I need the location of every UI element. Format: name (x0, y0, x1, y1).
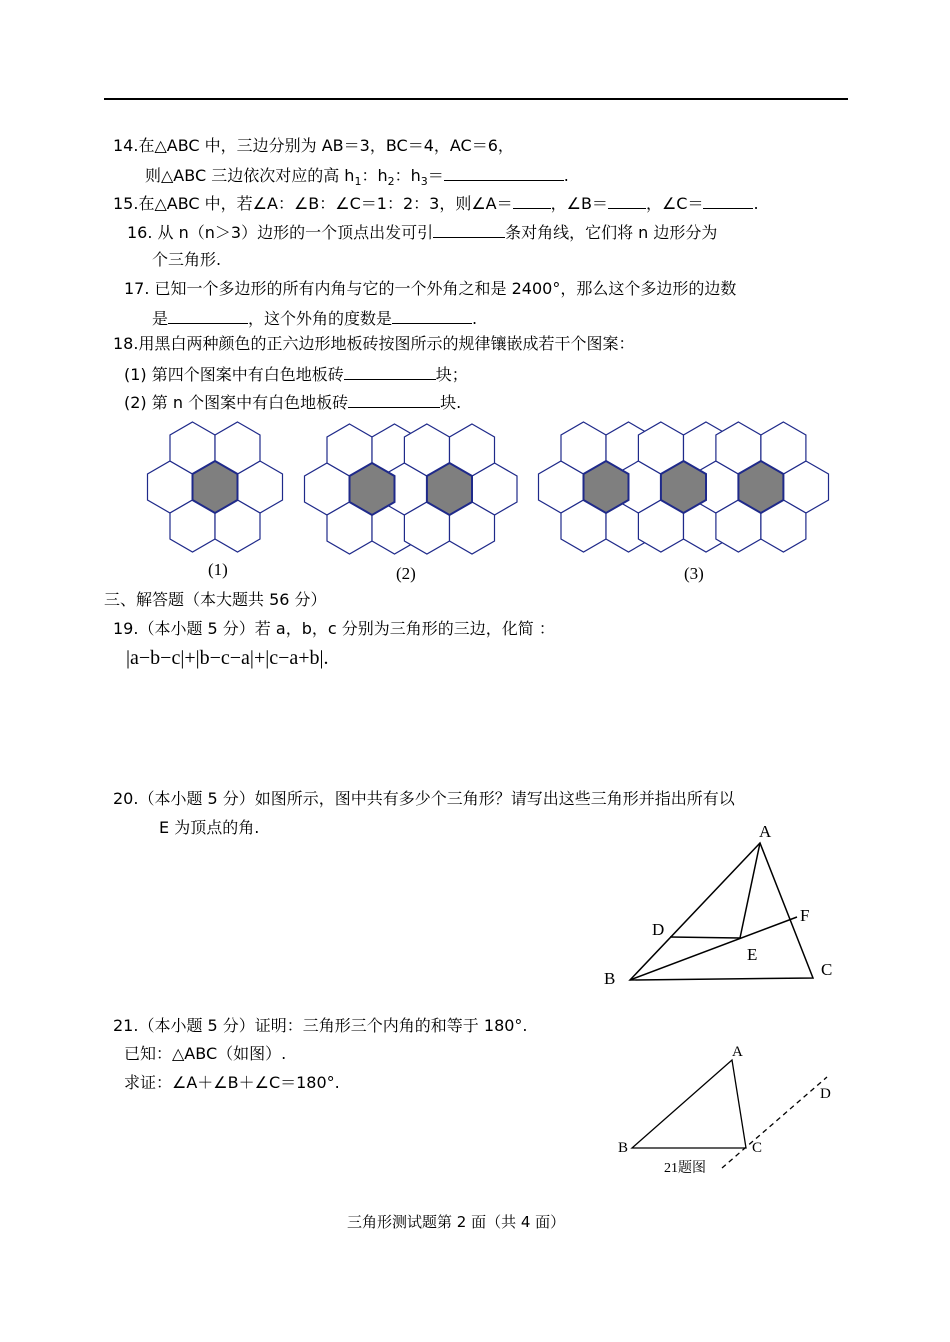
q14-line1: 14.在△ABC 中，三边分别为 AB＝3，BC＝4，AC＝6， (113, 136, 514, 155)
q20-triangle-figure (590, 815, 850, 990)
q14-line2 (145, 164, 569, 192)
q16-line1 (127, 221, 717, 243)
q15-text-b: ，∠B＝ (550, 194, 608, 213)
q15-line (113, 192, 759, 214)
q15-text-d: . (753, 194, 759, 213)
q20-line1: 20.（本小题 5 分）如图所示，图中共有多少个三角形？请写出这些三角形并指出所有以 (113, 789, 735, 808)
q17-line1: 17. 已知一个多边形的所有内角与它的一个外角之和是 2400°，那么这个多边形的边数 (124, 279, 737, 298)
q21-label-b: B (618, 1140, 629, 1156)
q19-period: . (323, 647, 329, 669)
q18-blank-1[interactable] (344, 363, 436, 380)
q19-expression (126, 645, 329, 671)
q21-dashed-line-cd (722, 1077, 827, 1168)
q20-label-b: B (604, 969, 616, 988)
q18-part2-text: (2) 第 n 个图案中有白色地板砖 (124, 393, 349, 412)
q20-label-c: C (821, 960, 833, 979)
q19-abs-3: |c−a+b| (265, 647, 324, 669)
q14-sub3: 3 (420, 175, 428, 189)
q16-text-b: 条对角线，它们将 n 边形分为 (505, 223, 718, 242)
q14-sub2: 2 (387, 175, 395, 189)
q14-text-b: ：h (361, 166, 388, 185)
q20-label-e: E (747, 945, 758, 964)
q15-text-a: 15.在△ABC 中，若∠A：∠B：∠C＝1：2：3，则∠A＝ (113, 194, 513, 213)
q20-outer-triangle (630, 843, 813, 980)
q15-blank-c[interactable] (703, 192, 753, 209)
q18-part1-end: 块； (435, 365, 468, 384)
q21-given: 已知：△ABC（如图）. (124, 1044, 287, 1063)
q14-text-c: ：h (394, 166, 421, 185)
hex-caption-2: (2) (396, 564, 416, 583)
q14-text-d: ＝ (427, 166, 444, 185)
q21-label-a: A (732, 1044, 743, 1060)
q15-text-c: ，∠C＝ (645, 194, 704, 213)
q17-text-b: ，这个外角的度数是 (248, 309, 393, 328)
hex-caption-3: (3) (684, 564, 704, 583)
q21-triangle (632, 1060, 746, 1148)
q14-end: . (563, 166, 569, 185)
q18-part2-end: 块. (440, 393, 462, 412)
q15-blank-b[interactable] (608, 192, 646, 209)
q15-blank-a[interactable] (513, 192, 551, 209)
q19-plus-2: + (253, 647, 266, 669)
q20-label-f: F (800, 906, 810, 925)
q20-segment-ae (740, 843, 760, 938)
q21-triangle-figure (600, 1040, 850, 1175)
q19-abs-2: |b−c−a| (195, 647, 254, 669)
q17-blank-a[interactable] (168, 307, 248, 324)
q21-label-c: C (752, 1140, 763, 1156)
q18-part2 (124, 391, 461, 413)
q21-line1: 21.（本小题 5 分）证明：三角形三个内角的和等于 180°. (113, 1016, 528, 1035)
hex-caption-1: (1) (208, 560, 228, 579)
q20-segment-de (670, 937, 740, 938)
q16-text-a: 16. 从 n（n＞3）边形的一个顶点出发可引 (127, 223, 434, 242)
q20-label-d: D (652, 920, 665, 939)
q21-label-d: D (820, 1086, 831, 1102)
q20-label-a: A (759, 822, 772, 841)
q18-part1-text: (1) 第四个图案中有白色地板砖 (124, 365, 344, 384)
q17-blank-b[interactable] (392, 307, 472, 324)
q18-part1 (124, 363, 468, 385)
q16-line2: 个三角形. (152, 250, 222, 269)
q14-sub1: 1 (354, 175, 362, 189)
q17-text-c: . (472, 309, 478, 328)
q14-answer-blank[interactable] (444, 164, 564, 181)
section3-heading: 三、解答题（本大题共 56 分） (104, 590, 327, 609)
q21-prove: 求证：∠A＋∠B＋∠C＝180°. (124, 1073, 340, 1092)
q14-text-a: 则△ABC 三边依次对应的高 h (145, 166, 355, 185)
q16-blank-a[interactable] (433, 221, 505, 238)
q19-plus-1: + (184, 647, 196, 669)
q18-line1: 18.用黑白两种颜色的正六边形地板砖按图所示的规律镶嵌成若干个图案： (113, 334, 635, 353)
q20-line2: E 为顶点的角. (159, 818, 260, 837)
header-rule (104, 98, 848, 100)
q18-blank-2[interactable] (348, 391, 440, 408)
q17-line2 (152, 307, 477, 329)
q21-caption: 21题图 (664, 1161, 706, 1175)
hexagon-patterns-figure (0, 415, 950, 585)
page-footer: 三角形测试题第 2 面（共 4 面） (347, 1213, 566, 1231)
q19-line1: 19.（本小题 5 分）若 a，b，c 分别为三角形的三边，化简 ： (113, 619, 555, 638)
q17-text-a: 是 (152, 309, 169, 328)
q19-abs-1: |a−b−c| (126, 647, 185, 669)
